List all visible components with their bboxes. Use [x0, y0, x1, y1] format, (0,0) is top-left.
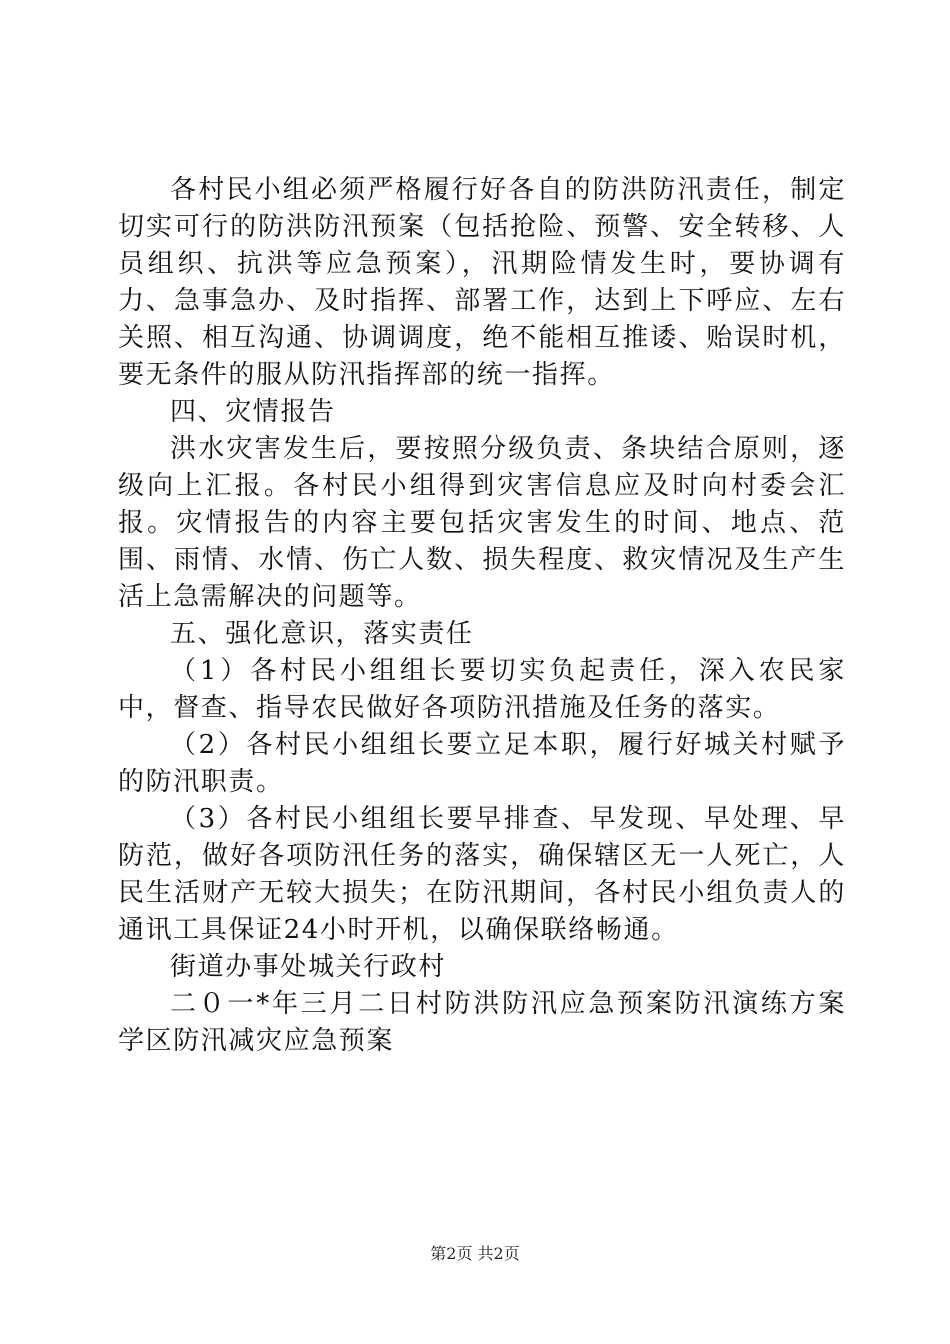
list-item-3: （3）各村民小组组长要早排查、早发现、早处理、早防范，做好各项防汛任务的落实，确保辖区无一人死亡，人民生活财产无较大损失；在防汛期间，各村民小组负责人的通讯工具保证24小时开机，以确保联络畅通。	[118, 804, 846, 945]
paragraph-flood-responsibility: 各村民小组必须严格履行好各自的防洪防汛责任，制定切实可行的防洪防汛预案（包括抢险、预警、安全转移、人员组织、抗洪等应急预案），汛期险情发生时，要协调有力、急事急办、及时指挥、部署工作，达到上下呼应、左右关照、相互沟通、协调调度，绝不能相互推诿、贻误时机，要无条件的服从防汛指挥部的统一指挥。	[118, 175, 846, 390]
heading-disaster-report: 四、灾情报告	[170, 397, 336, 427]
heading-strengthen-awareness: 五、强化意识，落实责任	[170, 619, 474, 649]
signature-date-and-titles: 二０一*年三月二日村防洪防汛应急预案防汛演练方案学区防汛减灾应急预案	[118, 989, 846, 1056]
signature-organization: 街道办事处城关行政村	[170, 952, 447, 982]
list-item-1: （1）各村民小组组长要切实负起责任，深入农民家中，督查、指导农民做好各项防汛措施及任务的落实。	[118, 656, 846, 723]
page-number-footer: 第2页 共2页	[430, 1244, 520, 1263]
list-item-2: （2）各村民小组组长要立足本职，履行好城关村赋予的防汛职责。	[118, 730, 846, 797]
paragraph-disaster-report: 洪水灾害发生后，要按照分级负责、条块结合原则，逐级向上汇报。各村民小组得到灾害信息应及时向村委会汇报。灾情报告的内容主要包括灾害发生的时间、地点、范围、雨情、水情、伤亡人数、损失程度、救灾情况及生产生活上急需解决的问题等。	[118, 434, 846, 612]
document-body	[118, 172, 846, 1060]
